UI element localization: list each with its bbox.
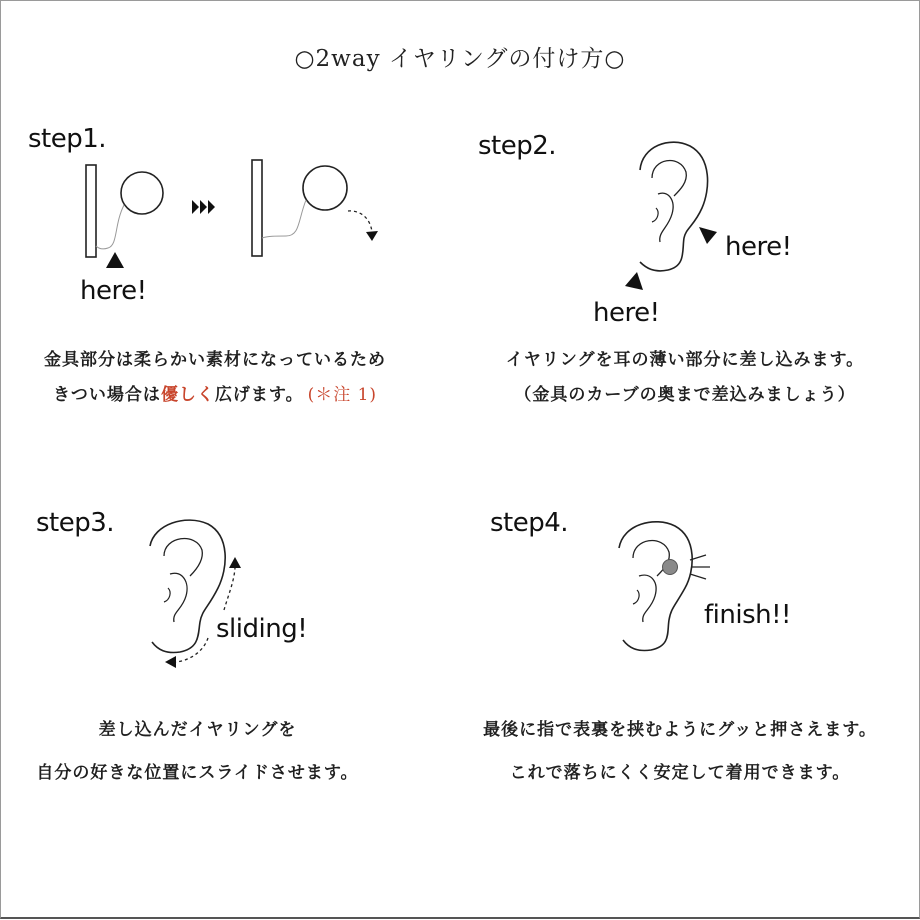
page-title: ○2way イヤリングの付け方○ (294, 46, 626, 72)
step3-caption-line1: 差し込んだイヤリングを (98, 720, 297, 740)
pearl-icon (661, 558, 679, 576)
step2-label: step2. (478, 131, 557, 161)
step4-label: step4. (490, 508, 569, 538)
step3-caption-line2: 自分の好きな位置にスライドさせます。 (36, 763, 359, 783)
earring-open-icon (248, 158, 388, 262)
step2-caption-line2: （金具のカーブの奥まで差込みましょう） (514, 385, 856, 405)
ear-icon (628, 138, 718, 278)
earring-closed-icon (80, 160, 180, 260)
step2-caption-line1: イヤリングを耳の薄い部分に差し込みます。 (505, 350, 865, 370)
step4-caption-line2: これで落ちにくく安定して着用できます。 (509, 763, 851, 783)
slide-arrow-icon (220, 556, 250, 612)
ear-icon (615, 518, 705, 654)
step1-caption-emphasis: 優しく (160, 385, 215, 405)
step1-caption-line2 (0, 380, 430, 405)
step1-caption-part-a: きつい場合は (52, 385, 161, 405)
triple-arrow-icon (192, 199, 216, 215)
slide-arrow-icon (162, 636, 210, 672)
step4-finish-callout: finish!! (704, 600, 791, 630)
step3-sliding-callout: sliding! (216, 614, 308, 644)
sparkle-lines-icon (688, 554, 712, 580)
step4-caption-line1: 最後に指で表裏を挟むようにグッと押さえます。 (483, 720, 877, 740)
step1-caption-note: (＊注 1) (307, 385, 378, 405)
step3-label: step3. (36, 508, 115, 538)
pointer-triangle-icon (105, 250, 125, 270)
step1-caption-part-c: 広げます。 (214, 385, 304, 405)
step1-here-callout: here! (80, 276, 147, 306)
step1-label: step1. (28, 124, 107, 154)
pointer-triangle-icon (697, 224, 719, 246)
step2-here-right-callout: here! (725, 232, 792, 262)
pointer-triangle-icon (623, 270, 645, 292)
step1-caption-line1: 金具部分は柔らかい素材になっているため (44, 350, 386, 370)
step2-here-bottom-callout: here! (593, 298, 660, 328)
